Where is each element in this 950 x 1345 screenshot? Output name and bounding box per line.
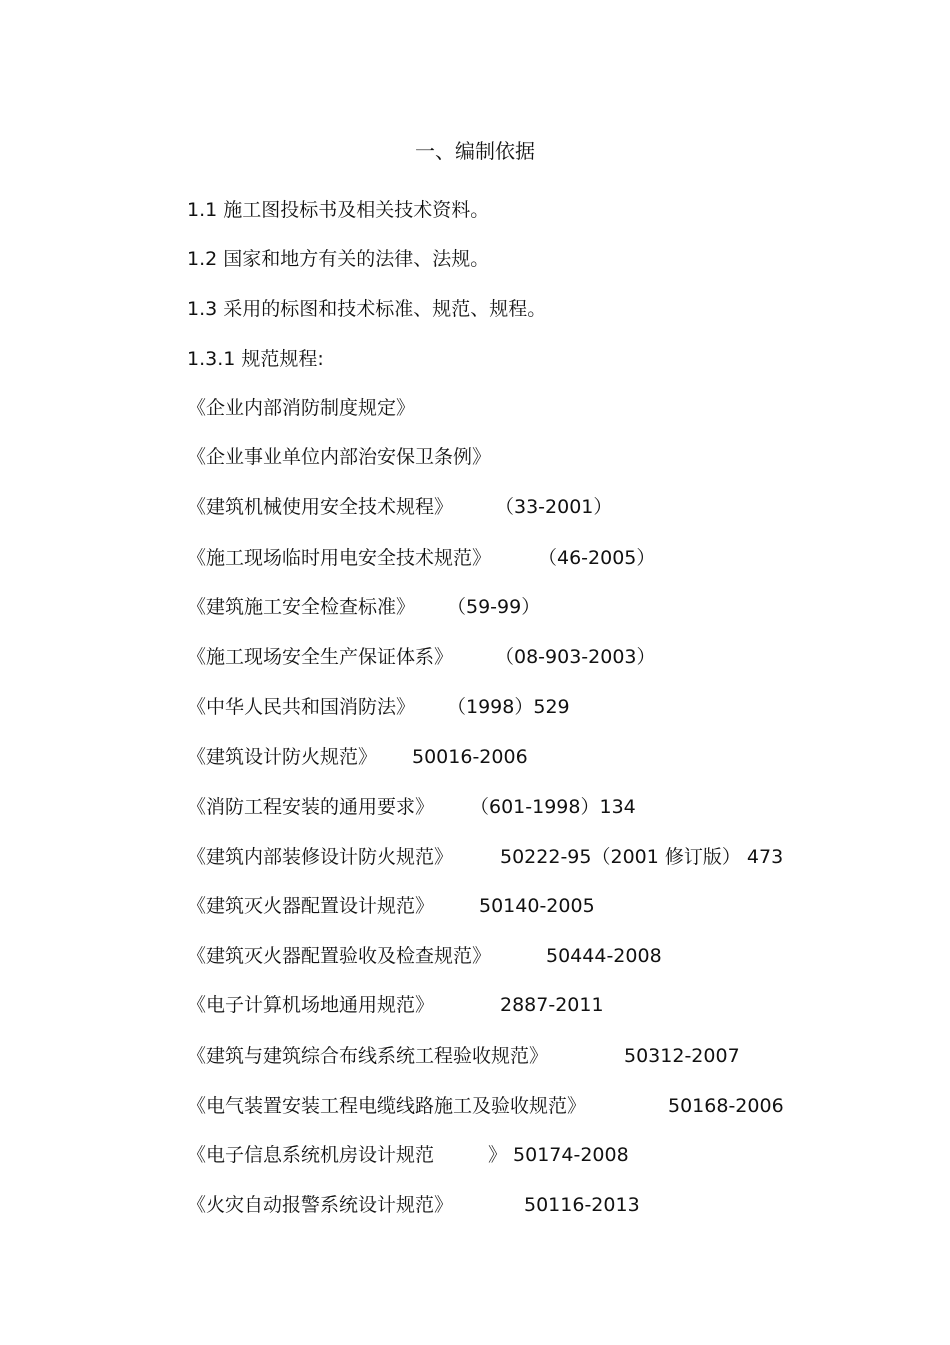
standard-code: （1998）529: [447, 696, 570, 718]
standard-name: 《电子信息系统机房设计规范: [187, 1144, 435, 1166]
standard-code: 50168-2006: [668, 1095, 784, 1117]
standard-name: 《消防工程安装的通用要求》: [187, 796, 435, 818]
standard-code: （46-2005）: [538, 547, 656, 569]
standard-name: 《中华人民共和国消防法》: [187, 696, 416, 718]
standard-code: 》 50174-2008: [488, 1144, 629, 1166]
standard-name: 《企业内部消防制度规定》: [187, 397, 416, 419]
standard-name: 《建筑施工安全检查标准》: [187, 596, 416, 618]
standard-name: 《建筑灭火器配置设计规范》: [187, 895, 435, 917]
section-1-3-1: 1.3.1 规范规程:: [187, 348, 324, 370]
standard-code: 50016-2006: [412, 746, 528, 768]
standard-name: 《电子计算机场地通用规范》: [187, 994, 435, 1016]
section-1-1: 1.1 施工图投标书及相关技术资料。: [187, 199, 490, 221]
standard-code: 50116-2013: [524, 1194, 640, 1216]
standard-code: 2887-2011: [500, 994, 604, 1016]
standard-name: 《火灾自动报警系统设计规范》: [187, 1194, 454, 1216]
standard-name: 《建筑设计防火规范》: [187, 746, 378, 768]
standard-name: 《企业事业单位内部治安保卫条例》: [187, 446, 492, 468]
section-1-2: 1.2 国家和地方有关的法律、法规。: [187, 248, 490, 270]
standard-name: 《建筑机械使用安全技术规程》: [187, 496, 454, 518]
standard-code: （601-1998）134: [470, 796, 636, 818]
standard-name: 《建筑内部装修设计防火规范》: [187, 846, 454, 868]
standard-name: 《电气装置安装工程电缆线路施工及验收规范》: [187, 1095, 587, 1117]
section-1-3: 1.3 采用的标图和技术标准、规范、规程。: [187, 298, 547, 320]
standard-code: 50312-2007: [624, 1045, 740, 1067]
standard-code: 50140-2005: [479, 895, 595, 917]
standard-name: 《建筑灭火器配置验收及检查规范》: [187, 945, 492, 967]
standard-code: 50444-2008: [546, 945, 662, 967]
standard-code: 50222-95（2001 修订版） 473: [500, 846, 784, 868]
standard-name: 《施工现场临时用电安全技术规范》: [187, 547, 492, 569]
standard-name: 《施工现场安全生产保证体系》: [187, 646, 454, 668]
standard-name: 《建筑与建筑综合布线系统工程验收规范》: [187, 1045, 549, 1067]
standard-code: （08-903-2003）: [495, 646, 656, 668]
standard-code: （33-2001）: [495, 496, 613, 518]
standard-code: （59-99）: [447, 596, 541, 618]
page-title: 一、编制依据: [415, 139, 535, 163]
